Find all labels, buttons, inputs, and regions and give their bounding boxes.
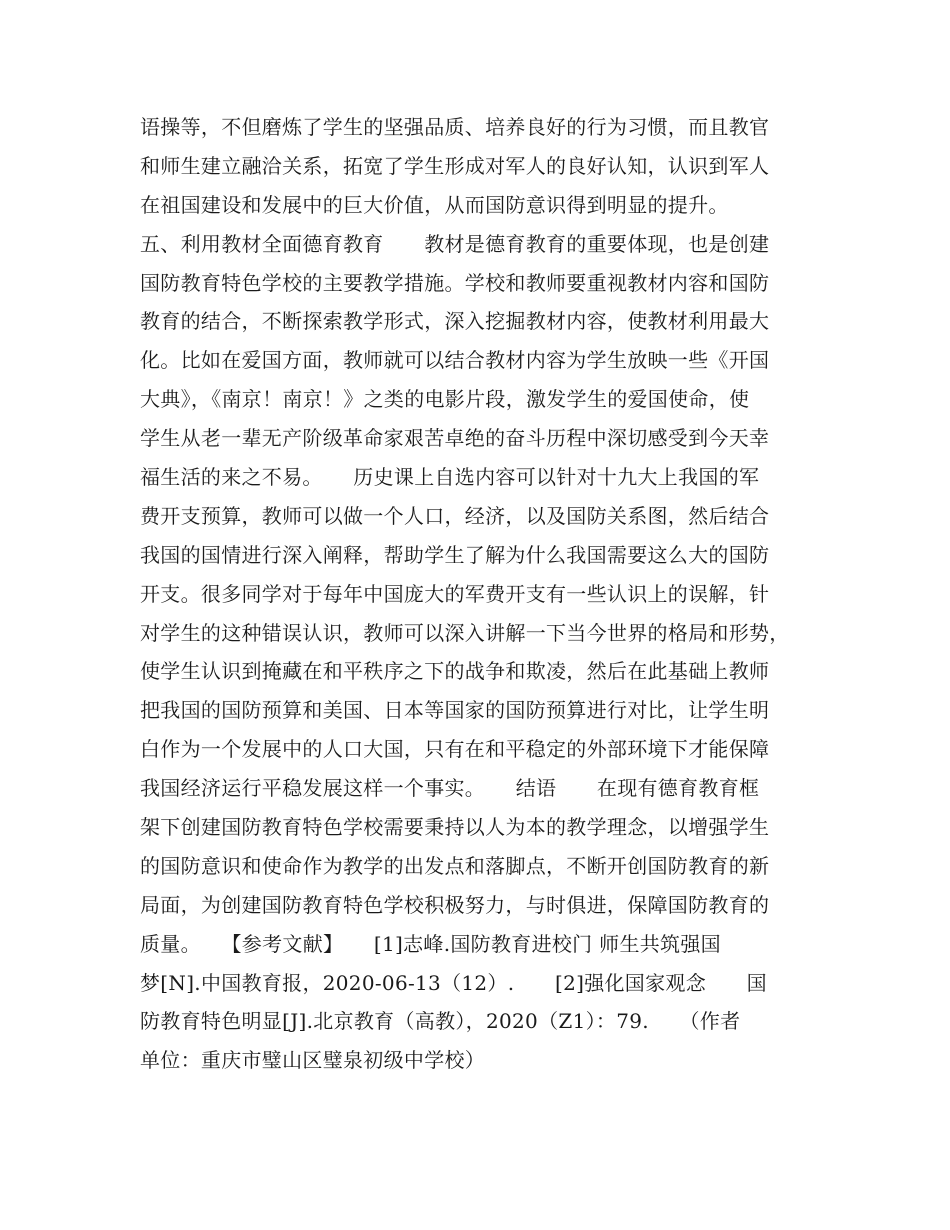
text-line: 国防教育特色学校的主要教学措施。学校和教师要重视教材内容和国防 bbox=[140, 270, 770, 295]
text-line: 开支。很多同学对于每年中国庞大的军费开支有一些认识上的误解，针 bbox=[140, 581, 770, 606]
text-line: 我国经济运行平稳发展这样一个事实。 结语 在现有德育教育框 bbox=[140, 776, 760, 801]
text-line: 大典》，《南京！南京！》之类的电影片段，激发学生的爱国使命，使 bbox=[140, 387, 750, 412]
text-line: 质量。 【参考文献】 [1]志峰.国防教育进校门 师生共筑强国 bbox=[140, 931, 721, 956]
text-line: 和师生建立融洽关系，拓宽了学生形成对军人的良好认知，认识到军人 bbox=[140, 153, 770, 178]
text-line: 架下创建国防教育特色学校需要秉持以人为本的教学理念，以增强学生 bbox=[140, 815, 770, 840]
text-line: 费开支预算，教师可以做一个人口，经济，以及国防关系图，然后结合 bbox=[140, 503, 770, 528]
text-line: 对学生的这种错误认识，教师可以深入讲解一下当今世界的格局和形势， bbox=[140, 620, 790, 645]
text-line: 语操等，不但磨炼了学生的坚强品质、培养良好的行为习惯，而且教官 bbox=[140, 115, 770, 139]
text-line: 防教育特色明显[J].北京教育（高教），2020（Z1）：79. （作者 bbox=[140, 1009, 741, 1034]
text-line: 我国的国情进行深入阐释，帮助学生了解为什么我国需要这么大的国防 bbox=[140, 542, 770, 567]
text-line: 的国防意识和使命作为教学的出发点和落脚点，不断开创国防教育的新 bbox=[140, 853, 770, 878]
text-line: 福生活的来之不易。 历史课上自选内容可以针对十九大上我国的军 bbox=[140, 465, 760, 490]
text-line: 化。比如在爱国方面，教师就可以结合教材内容为学生放映一些《开国 bbox=[140, 348, 770, 373]
text-line: 教育的结合，不断探索教学形式，深入挖掘教材内容，使教材利用最大 bbox=[140, 309, 770, 334]
text-line: 五、利用教材全面德育教育 教材是德育教育的重要体现，也是创建 bbox=[140, 231, 770, 256]
text-line: 单位：重庆市璧山区璧泉初级中学校） bbox=[140, 1048, 486, 1073]
text-line: 使学生认识到掩藏在和平秩序之下的战争和欺凌，然后在此基础上教师 bbox=[140, 659, 770, 684]
text-line: 把我国的国防预算和美国、日本等国家的国防预算进行对比，让学生明 bbox=[140, 698, 770, 723]
text-line: 梦[N].中国教育报，2020-06-13（12）. [2]强化国家观念 国 bbox=[140, 970, 767, 995]
text-line: 学生从老一辈无产阶级革命家艰苦卓绝的奋斗历程中深切感受到今天幸 bbox=[140, 426, 770, 451]
text-line: 在祖国建设和发展中的巨大价值，从而国防意识得到明显的提升。 bbox=[140, 192, 729, 217]
text-line: 局面，为创建国防教育特色学校积极努力，与时俱进，保障国防教育的 bbox=[140, 892, 770, 917]
text-line: 白作为一个发展中的人口大国，只有在和平稳定的外部环境下才能保障 bbox=[140, 737, 770, 762]
body-text bbox=[140, 108, 820, 1080]
